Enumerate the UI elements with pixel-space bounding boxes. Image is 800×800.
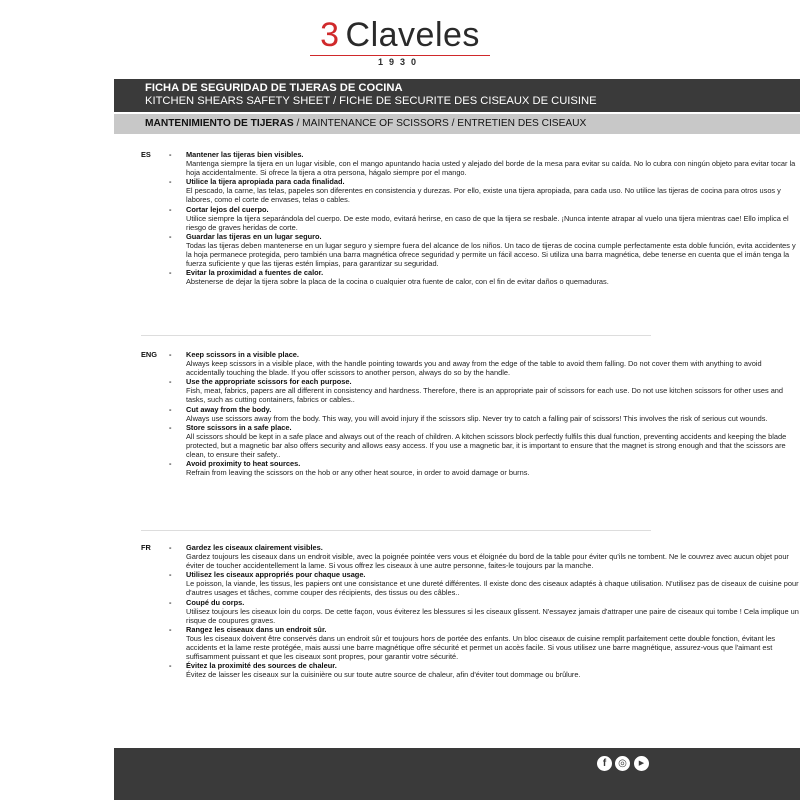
bullet-dash: - [169,177,172,186]
list-item [186,598,800,625]
bullet-dash: - [169,543,172,552]
bullet-dash: - [169,268,172,277]
bullet-dash: - [169,423,172,432]
item-text: All scissors should be kept in a safe place and always out of the reach of children. A kitchen scissors block perfectly fulfils this dual function, preventing accidents and keeping the blade protected, but a magnetic bar also offers security and allows easy access. If you use a magnetic bar, it is important to ensure that the magnet is strong enough and that the scissors are clean, to ensure their safety.. [186,431,787,460]
item-list [186,543,800,679]
list-item [186,661,800,679]
list-item [186,232,800,268]
item-list [186,150,800,286]
list-item [186,459,800,477]
item-title: Mantener las tijeras bien visibles. [186,150,304,159]
page-subtitle: KITCHEN SHEARS SAFETY SHEET / FICHE DE SECURITE DES CISEAUX DE CUISINE [145,95,597,107]
item-title: Cut away from the body. [186,404,272,414]
item-text: Évitez de laisser les ciseaux sur la cuisinière ou sur toute autre source de chaleur, afin d'éviter tout dommage ou brûlure. [186,670,581,680]
list-item [186,205,800,232]
item-title: Coupé du corps. [186,597,245,607]
item-text: Always keep scissors in a visible place, with the handle pointing towards you and away from the edge of the table to avoid them falling. Do not cover them with anything to avoid accidentally touching the blade. If you offer scissors to another person, always do so by the handle. [186,359,762,378]
bullet-dash: - [169,377,172,386]
brand-rule [310,55,490,56]
section-divider [141,530,651,531]
list-item [186,268,800,286]
item-title: Keep scissors in a visible place. [186,350,299,359]
lang-code: FR [141,543,151,552]
bullet-dash: - [169,232,172,241]
list-item [186,543,800,570]
item-title: Guardar las tijeras en un lugar seguro. [186,231,322,241]
item-list [186,350,800,477]
item-title: Cortar lejos del cuerpo. [186,204,269,214]
item-title: Use the appropriate scissors for each purpose. [186,377,352,387]
item-text: Gardez toujours les ciseaux dans un endroit visible, avec la poignée pointée vers vous et éloignée du bord de la table pour éviter qu'ils ne tombent. Ne le couvrez avec aucun objet pour éviter de toucher accidentellement la lame. Si vous offrez les ciseaux à une autre personne, faites-le toujours par la manche. [186,552,789,571]
page-title: FICHA DE SEGURIDAD DE TIJERAS DE COCINA [145,82,403,94]
section-divider [141,335,651,336]
list-item [186,150,800,177]
instagram-icon[interactable]: ◎ [615,756,630,771]
list-item [186,350,800,377]
brand-name: Claveles [345,16,480,54]
item-text: Fish, meat, fabrics, papers are all different in consistency and hardness. Therefore, there is an appropriate pair of scissors for each use. Do not use kitchen scissors for other uses and tasks, such as cutting containers, fabrics or cables.. [186,386,784,405]
item-title: Avoid proximity to heat sources. [186,459,301,469]
bullet-dash: - [169,459,172,468]
bullet-dash: - [169,150,172,159]
bullet-dash: - [169,405,172,414]
item-title: Rangez les ciseaux dans un endroit sûr. [186,624,327,634]
item-title: Gardez les ciseaux clairement visibles. [186,543,323,552]
section-header-bold: MANTENIMIENTO DE TIJERAS [145,118,294,129]
section-header-rest: / MAINTENANCE OF SCISSORS / ENTRETIEN DES CISEAUX [293,118,587,129]
bullet-dash: - [169,661,172,670]
title-banner [114,79,800,112]
item-text: El pescado, la carne, las telas, papeles son diferentes en consistencia y durezas. Por ello, existe una tijera apropiada, para cada uso. No utilice las tijeras de cocina para otros usos y labores, como el corte de envases, telas o cables. [186,186,781,205]
item-text: Always use scissors away from the body. This way, you will avoid injury if the scissors slip. Never try to catch a falling pair of scissors! This involves the risk of serious cut wounds. [186,413,768,423]
facebook-icon[interactable]: f [597,756,612,771]
footer-bar [114,748,800,800]
lang-code: ENG [141,350,158,359]
item-text: Mantenga siempre la tijera en un lugar visible, con el mango apuntando hacia usted y alejado del borde de la mesa para evitar su caída. No lo cubra con ningún objeto para evitar tocar la hoja accidentalmente. Si ofrece la tijera a otra persona, hágalo siempre por el mango. [186,159,796,178]
section-header-bar [114,114,800,134]
item-title: Store scissors in a safe place. [186,422,292,432]
list-item [186,405,800,423]
item-title: Évitez la proximité des sources de chaleur. [186,661,337,671]
item-title: Evitar la proximidad a fuentes de calor. [186,268,324,278]
item-text: Todas las tijeras deben mantenerse en un lugar seguro y siempre fuera del alcance de los niños. Un taco de tijeras de cocina cumple perfectamente esta doble función, evita accidentes y la hoja permanece protegida, pero también una barra magnética ofrece seguridad y permite un fácil acceso. Si utiliza una barra magnética, debe tenerse en cuenta que el imán tenga la fuerza suficiente y que las tijeras estén limpias, para garantizar su seguridad. [186,240,796,269]
section-header [145,118,586,129]
list-item [186,625,800,661]
bullet-dash: - [169,350,172,359]
youtube-icon[interactable]: ▶ [634,756,649,771]
bullet-dash: - [169,570,172,579]
item-title: Utilice la tijera apropiada para cada finalidad. [186,177,345,187]
item-text: Utilice siempre la tijera separándola del cuerpo. De este modo, evitará herirse, en caso de que la tijera se resbale. ¡Nunca intente atrapar al vuelo una tijera mientras cae! Ello implica el riesgo de graves heridas de corte. [186,213,789,232]
brand-year: 1930 [377,57,423,67]
item-title: Utilisez les ciseaux appropriés pour chaque usage. [186,570,366,580]
list-item [186,377,800,404]
item-text: Refrain from leaving the scissors on the hob or any other heat source, in order to avoid damage or burns. [186,468,530,478]
item-text: Utilisez toujours les ciseaux loin du corps. De cette façon, vous éviterez les blessures si les ciseaux glissent. N'essayez jamais d'attraper une paire de ciseaux qui tombe ! Cela implique un risque de coupures graves. [186,606,799,625]
bullet-dash: - [169,598,172,607]
item-text: Abstenerse de dejar la tijera sobre la placa de la cocina o cualquier otra fuente de calor, con el fin de evitar daños o quemaduras. [186,277,609,287]
lang-code: ES [141,150,151,159]
list-item [186,177,800,204]
list-item [186,423,800,459]
item-text: Le poisson, la viande, les tissus, les papiers ont une consistance et une dureté différentes. Il existe donc des ciseaux adaptés à chaque utilisation. N'utilisez pas de ciseaux de cuisine pour d'autres usages et tâches, comme couper des récipients, des tissus ou des câbles.. [186,579,799,598]
brand-wordmark [0,16,800,54]
bullet-dash: - [169,625,172,634]
brand-logo [0,16,800,67]
brand-number: 3 [320,16,340,54]
list-item [186,570,800,597]
item-text: Tous les ciseaux doivent être conservés dans un endroit sûr et toujours hors de portée des enfants. Un bloc ciseaux de cuisine remplit parfaitement cette double fonction, évitant les accidents et la lame reste protégée, mais aussi une barre magnétique offre sécurité et permet un accès facile. Si vous utilisez une barre magnétique, assurez-vous que l'aimant est suffisamment puissant et que les ciseaux sont propres, pour garantir votre sécurité. [186,633,776,662]
bullet-dash: - [169,205,172,214]
